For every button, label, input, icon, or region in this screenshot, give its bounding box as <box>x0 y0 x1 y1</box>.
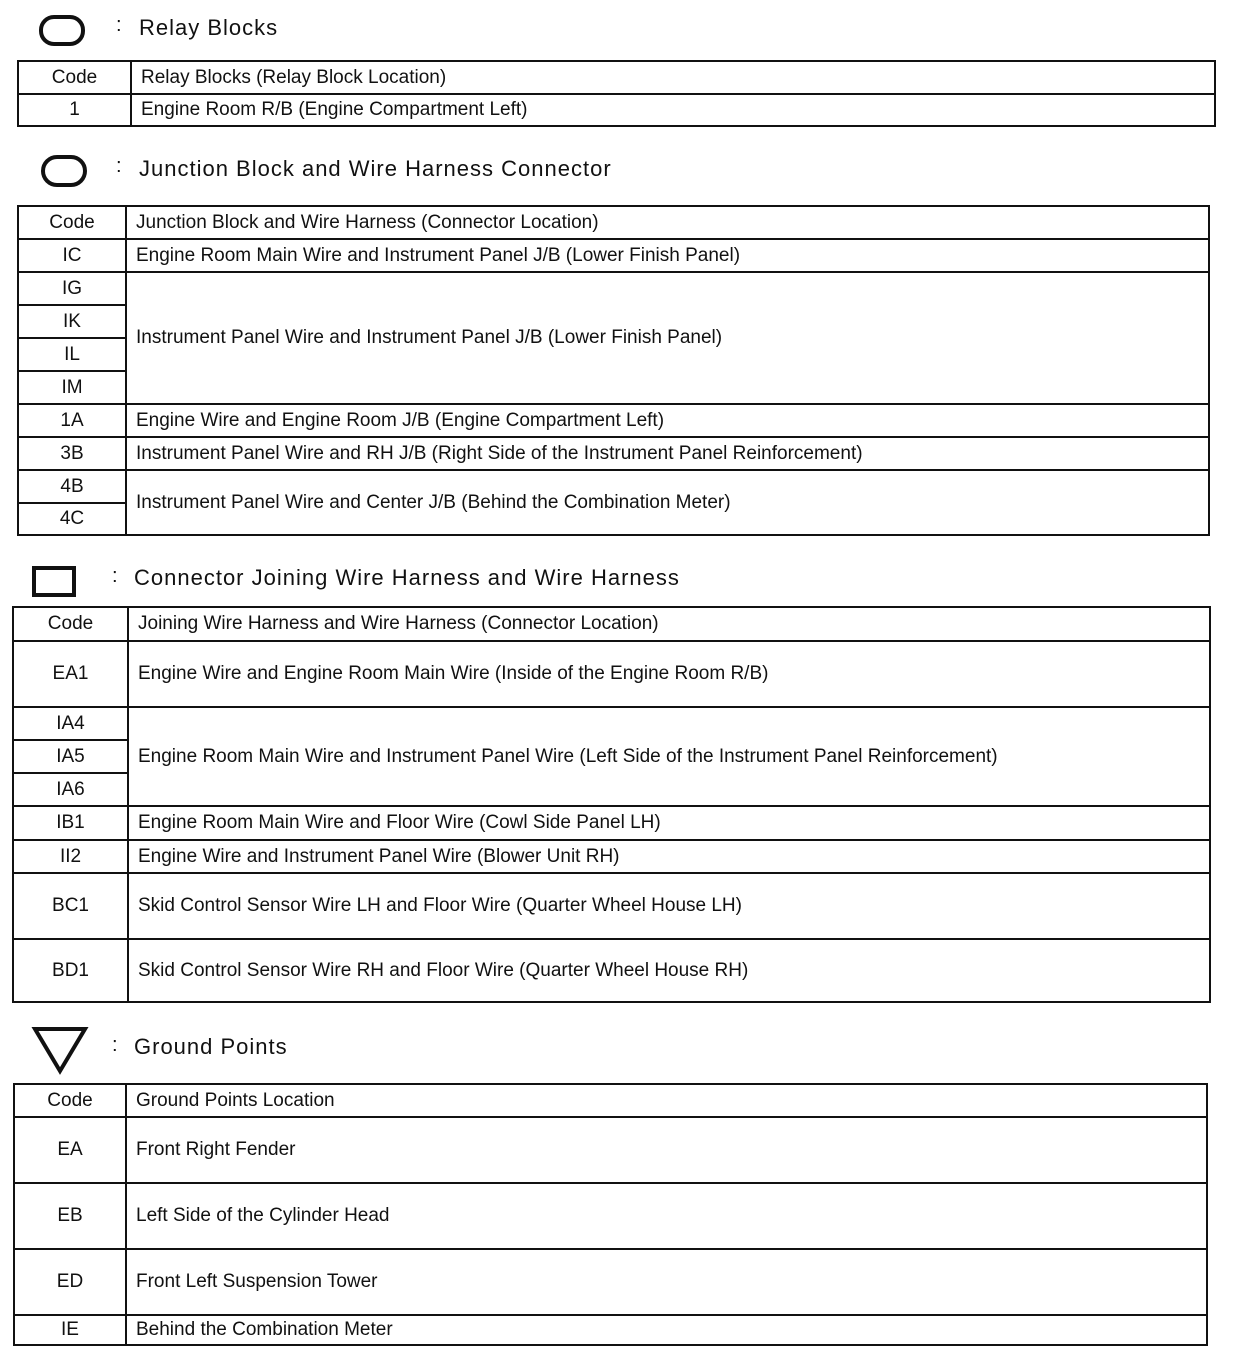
code-cell: IB1 <box>13 806 128 840</box>
ground-section-title: Ground Points <box>134 1034 288 1059</box>
table-row <box>13 806 1210 840</box>
code-cell: IA6 <box>13 773 128 806</box>
code-cell: 3B <box>18 437 126 470</box>
code-cell: IA5 <box>13 740 128 773</box>
table-row <box>18 239 1209 272</box>
ground-point-symbol-icon <box>31 1025 89 1075</box>
connector-symbol-icon <box>31 565 79 599</box>
relay-table <box>17 60 1216 127</box>
location-header: Relay Blocks (Relay Block Location) <box>131 61 1215 94</box>
code-cell: IL <box>18 338 126 371</box>
location-header: Joining Wire Harness and Wire Harness (Connector Location) <box>128 607 1210 641</box>
table-row <box>18 272 1209 305</box>
table-row <box>18 437 1209 470</box>
location-cell: Engine Wire and Engine Room Main Wire (Inside of the Engine Room R/B) <box>128 641 1210 707</box>
connector-table <box>12 606 1211 1003</box>
code-cell: ED <box>14 1249 126 1315</box>
code-cell: 1A <box>18 404 126 437</box>
junction-block-symbol-icon <box>40 154 90 188</box>
table-row <box>13 707 1210 740</box>
location-cell: Front Left Suspension Tower <box>126 1249 1207 1315</box>
colon: : <box>116 155 122 177</box>
code-cell: BD1 <box>13 939 128 1002</box>
table-row <box>18 470 1209 503</box>
location-cell: Skid Control Sensor Wire LH and Floor Wire (Quarter Wheel House LH) <box>128 873 1210 939</box>
junction-table <box>17 205 1210 536</box>
location-cell: Left Side of the Cylinder Head <box>126 1183 1207 1249</box>
location-cell: Skid Control Sensor Wire RH and Floor Wire (Quarter Wheel House RH) <box>128 939 1210 1002</box>
code-header: Code <box>14 1084 126 1117</box>
code-cell: IC <box>18 239 126 272</box>
ground-table <box>13 1083 1208 1346</box>
relay-section-title: Relay Blocks <box>139 15 279 40</box>
location-cell: Engine Room Main Wire and Floor Wire (Cowl Side Panel LH) <box>128 806 1210 840</box>
location-cell: Front Right Fender <box>126 1117 1207 1183</box>
location-cell: Behind the Combination Meter <box>126 1315 1207 1345</box>
location-header: Junction Block and Wire Harness (Connector Location) <box>126 206 1209 239</box>
table-row <box>13 873 1210 939</box>
table-row <box>14 1315 1207 1345</box>
table-row <box>13 641 1210 707</box>
code-cell: IK <box>18 305 126 338</box>
table-row <box>14 1117 1207 1183</box>
relay-block-symbol-icon <box>38 14 88 48</box>
table-header-row <box>14 1084 1207 1117</box>
code-header: Code <box>18 61 131 94</box>
code-cell: 4B <box>18 470 126 503</box>
connector-section-title: Connector Joining Wire Harness and Wire Harness <box>134 565 680 590</box>
table-header-row <box>18 61 1215 94</box>
location-cell: Engine Room R/B (Engine Compartment Left) <box>131 94 1215 126</box>
table-row <box>14 1183 1207 1249</box>
location-header: Ground Points Location <box>126 1084 1207 1117</box>
code-cell: IG <box>18 272 126 305</box>
code-cell: EB <box>14 1183 126 1249</box>
location-cell: Instrument Panel Wire and RH J/B (Right Side of the Instrument Panel Reinforcement) <box>126 437 1209 470</box>
location-cell: Instrument Panel Wire and Instrument Panel J/B (Lower Finish Panel) <box>126 272 1209 404</box>
table-row <box>18 404 1209 437</box>
code-cell: IE <box>14 1315 126 1345</box>
code-cell: II2 <box>13 840 128 873</box>
code-header: Code <box>18 206 126 239</box>
code-cell: BC1 <box>13 873 128 939</box>
colon: : <box>116 14 122 36</box>
table-header-row <box>13 607 1210 641</box>
table-row <box>13 840 1210 873</box>
table-row <box>18 94 1215 126</box>
table-header-row <box>18 206 1209 239</box>
colon: : <box>112 565 118 587</box>
location-cell: Engine Room Main Wire and Instrument Panel J/B (Lower Finish Panel) <box>126 239 1209 272</box>
code-cell: EA <box>14 1117 126 1183</box>
table-row <box>14 1249 1207 1315</box>
code-cell: EA1 <box>13 641 128 707</box>
code-cell: 4C <box>18 503 126 535</box>
location-cell: Engine Wire and Instrument Panel Wire (Blower Unit RH) <box>128 840 1210 873</box>
code-cell: IM <box>18 371 126 404</box>
location-cell: Engine Room Main Wire and Instrument Panel Wire (Left Side of the Instrument Panel Reinforcement) <box>128 707 1210 806</box>
colon: : <box>112 1034 118 1056</box>
junction-section-title: Junction Block and Wire Harness Connector <box>139 156 612 181</box>
code-cell: IA4 <box>13 707 128 740</box>
code-cell: 1 <box>18 94 131 126</box>
location-cell: Instrument Panel Wire and Center J/B (Behind the Combination Meter) <box>126 470 1209 535</box>
code-header: Code <box>13 607 128 641</box>
location-cell: Engine Wire and Engine Room J/B (Engine Compartment Left) <box>126 404 1209 437</box>
table-row <box>13 939 1210 1002</box>
